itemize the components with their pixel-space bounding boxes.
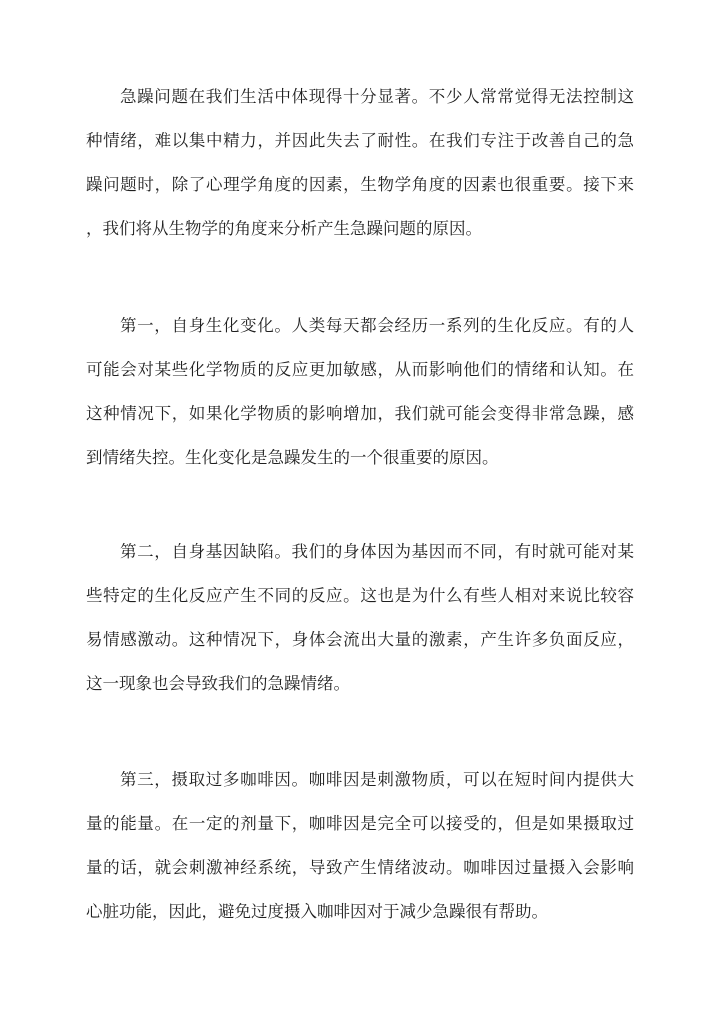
paragraph-line: 急躁问题在我们生活中体现得十分显著。不少人常常觉得无法控制这 [120,87,634,106]
paragraph-point-one [86,311,634,473]
paragraph-line: 躁问题时，除了心理学角度的因素，生物学角度的因素也很重要。接下来 [86,175,634,194]
paragraph-line: 心脏功能，因此，避免过度摄入咖啡因对于减少急躁很有帮助。 [86,902,548,921]
paragraph-line: 第二，自身基因缺陷。我们的身体因为基因而不同，有时就可能对某 [120,542,634,561]
paragraph-line: 些特定的生化反应产生不同的反应。这也是为什么有些人相对来说比较容 [86,586,634,605]
paragraph-intro [86,82,634,244]
paragraph-line: 量的话，就会刺激神经系统，导致产生情绪波动。咖啡因过量摄入会影响 [86,858,634,877]
paragraph-line: 这一现象也会导致我们的急躁情绪。 [86,674,350,693]
paragraph-line: 这种情况下，如果化学物质的影响增加，我们就可能会变得非常急躁，感 [86,404,634,423]
paragraph-line: 第三，摄取过多咖啡因。咖啡因是刺激物质，可以在短时间内提供大 [120,770,634,789]
paragraph-line: 可能会对某些化学物质的反应更加敏感，从而影响他们的情绪和认知。在 [86,360,634,379]
paragraph-point-two [86,537,634,699]
paragraph-line: 种情绪，难以集中精力，并因此失去了耐性。在我们专注于改善自己的急 [86,131,634,150]
paragraph-line: 第一，自身生化变化。人类每天都会经历一系列的生化反应。有的人 [120,316,634,335]
paragraph-line: 到情绪失控。生化变化是急躁发生的一个很重要的原因。 [86,448,499,467]
paragraph-line: 量的能量。在一定的剂量下，咖啡因是完全可以接受的，但是如果摄取过 [86,814,634,833]
paragraph-line: 易情感激动。这种情况下，身体会流出大量的激素，产生许多负面反应， [86,630,634,649]
paragraph-line: ，我们将从生物学的角度来分析产生急躁问题的原因。 [86,219,482,238]
paragraph-point-three [86,765,634,927]
